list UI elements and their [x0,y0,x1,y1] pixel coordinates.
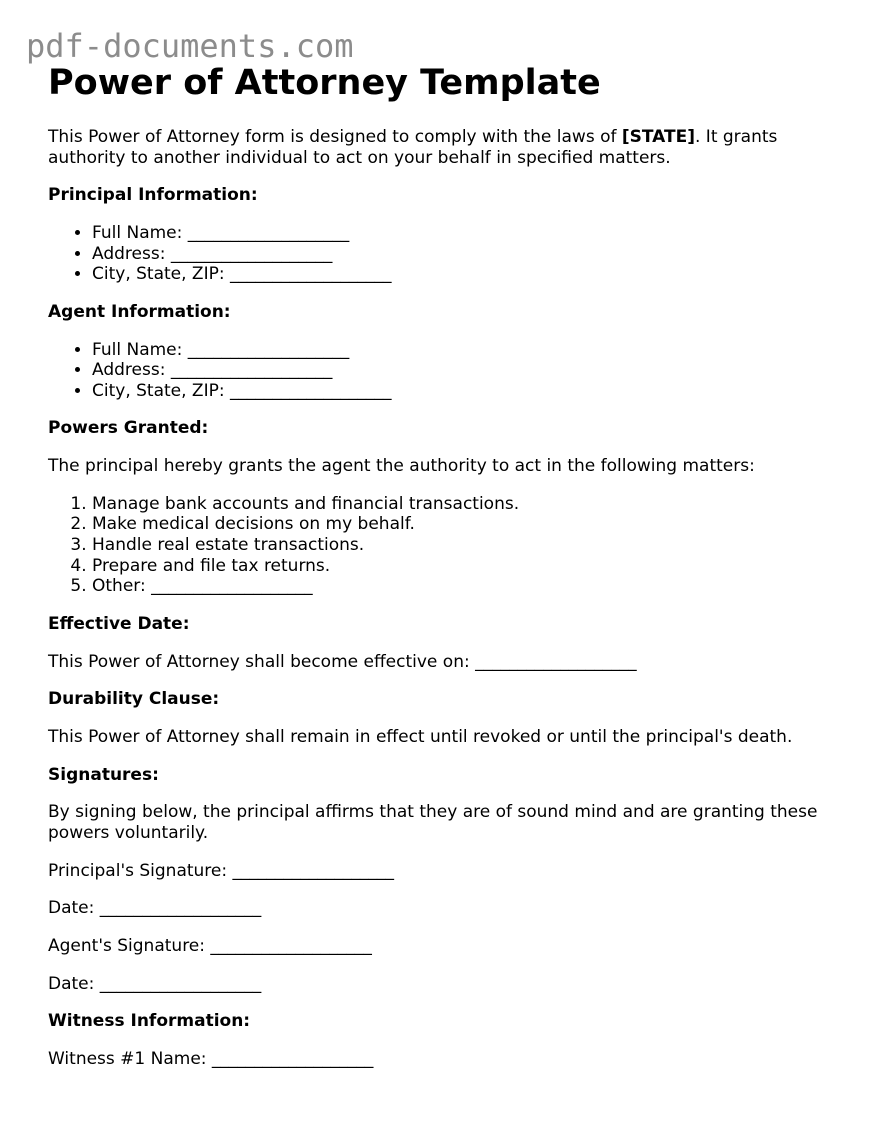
agent-signature-line: Agent's Signature: ___________________ [48,935,372,956]
watermark: pdf-documents.com [26,27,354,65]
power-item: 4. Prepare and file tax returns. [92,556,848,577]
principal-address-field: • Address: ___________________ [92,244,848,265]
agent-full-name-field: • Full Name: ___________________ [92,340,848,361]
agent-fields-list [48,340,848,402]
agent-city-state-zip-field: • City, State, ZIP: ___________________ [92,381,848,402]
state-placeholder: [STATE] [621,127,695,147]
principal-fields-list [48,223,848,285]
effective-date-text: This Power of Attorney shall become effective on: ___________________ [48,651,637,672]
durability-text: This Power of Attorney shall remain in effect until revoked or until the principal's death. [48,726,793,747]
intro-text-before: This Power of Attorney form is designed to comply with the laws of [48,127,622,147]
principal-full-name-field: • Full Name: ___________________ [92,223,848,244]
power-item: 3. Handle real estate transactions. [92,535,848,556]
powers-heading: Powers Granted: [48,418,209,439]
principal-city-state-zip-field: • City, State, ZIP: ___________________ [92,264,848,285]
document-body [48,127,848,1087]
intro-text-after: . It grants authority to another individual to act on your behalf in specified matters. [48,127,778,168]
signatures-heading: Signatures: [48,764,159,785]
principal-signature-line: Principal's Signature: ___________________ [48,860,395,881]
intro-paragraph [48,127,848,168]
agent-heading: Agent Information: [48,301,231,322]
principal-heading: Principal Information: [48,185,258,206]
power-item-other: 5. Other: ___________________ [92,576,848,597]
page-title: Power of Attorney Template [48,63,601,103]
principal-date-line: Date: ___________________ [48,898,262,919]
durability-heading: Durability Clause: [48,689,220,710]
agent-date-line: Date: ___________________ [48,973,262,994]
signatures-intro: By signing below, the principal affirms that they are of sound mind and are granting these powers voluntarily. [48,802,818,843]
witness-1-name-line: Witness #1 Name: ___________________ [48,1049,374,1069]
powers-list [48,494,848,597]
powers-intro: The principal hereby grants the agent the authority to act in the following matters: [48,456,755,477]
power-item: 1. Manage bank accounts and financial transactions. [92,494,848,515]
agent-address-field: • Address: ___________________ [92,360,848,381]
witness-heading: Witness Information: [48,1011,251,1032]
effective-date-heading: Effective Date: [48,613,190,634]
power-item: 2. Make medical decisions on my behalf. [92,514,848,535]
